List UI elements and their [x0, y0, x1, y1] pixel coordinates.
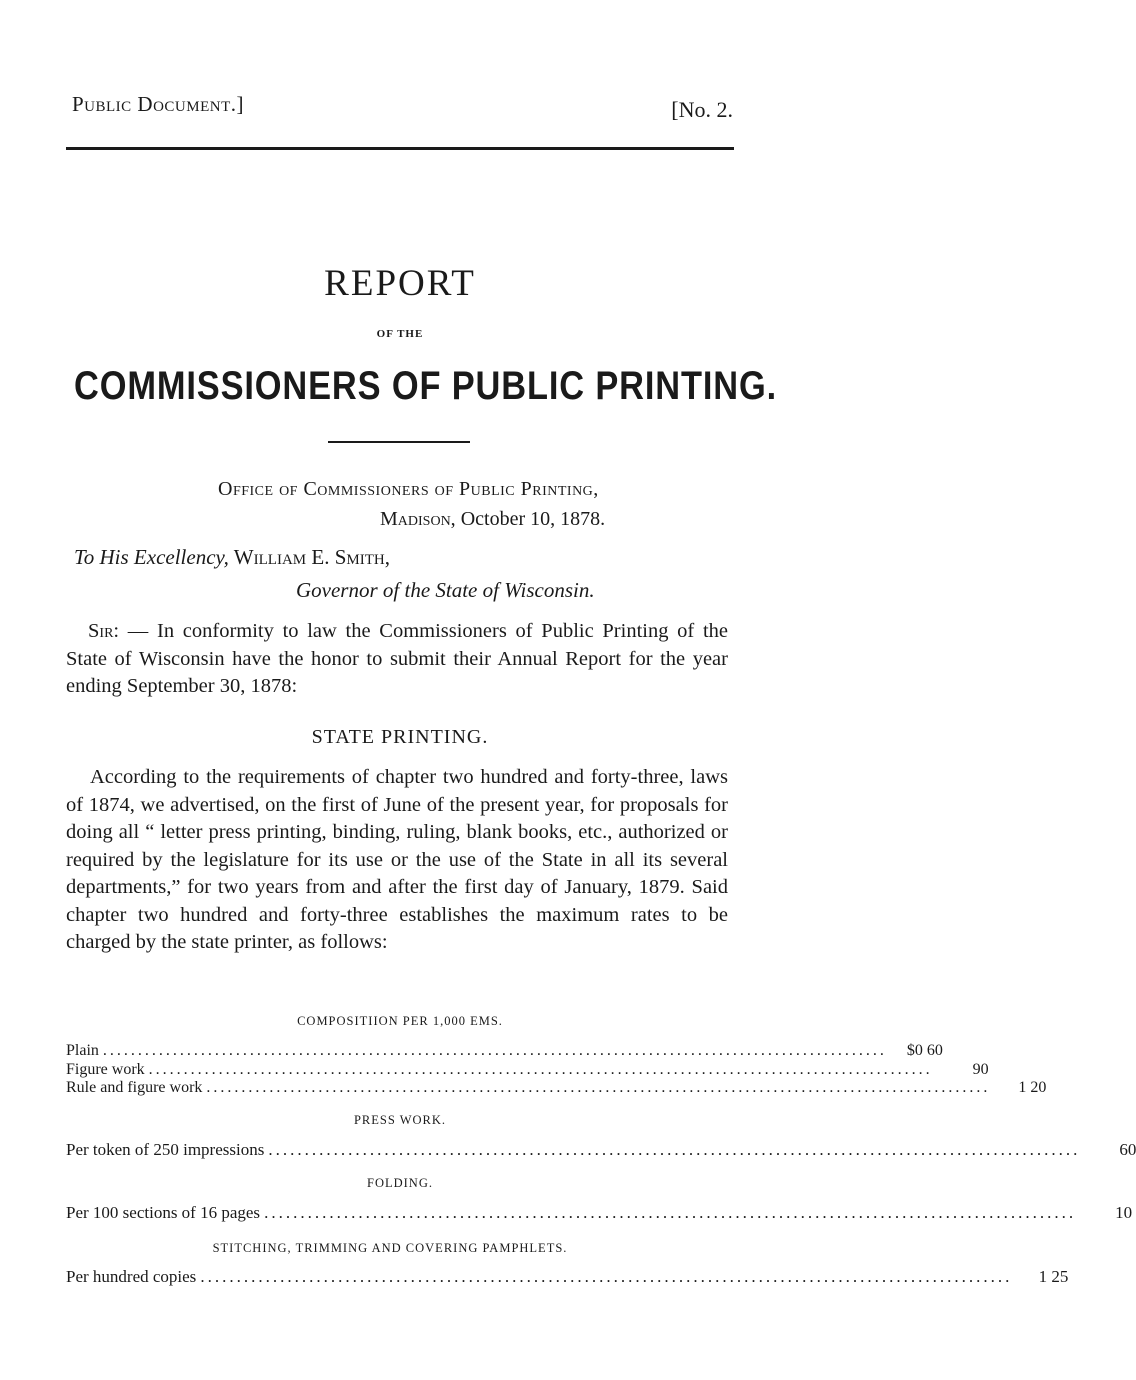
rate-row-rule-figure-work: [66, 1079, 1047, 1096]
title-divider: [328, 441, 470, 443]
leader-dots: ................................................................................................................: [268, 1140, 1081, 1159]
office-date: October 10, 1878.: [455, 508, 606, 530]
document-series-label: Public Document.]: [72, 92, 245, 116]
report-title: REPORT: [324, 263, 476, 304]
salutation-name: William E. Smith,: [228, 545, 390, 569]
report-main-title: COMMISSIONERS OF PUBLIC PRINTING.: [74, 364, 778, 408]
rate-label: Rule and figure work: [66, 1079, 203, 1096]
rate-label: Per hundred copies: [66, 1267, 197, 1286]
folding-heading: FOLDING.: [367, 1176, 433, 1190]
salutation-line: [74, 545, 390, 570]
salutation-address: To His Excellency,: [74, 545, 229, 569]
salutation-role: Governor of the State of Wisconsin.: [296, 578, 595, 602]
rate-row-figure-work: [66, 1061, 989, 1078]
rate-value: 10: [1115, 1203, 1133, 1222]
rate-value: 90: [972, 1061, 989, 1078]
press-work-heading: PRESS WORK.: [353, 1113, 447, 1127]
rate-value: 1 20: [1018, 1079, 1047, 1096]
document-number: [No. 2.: [671, 97, 733, 122]
intro-text: — In conformity to law the Commissioners of Public Printing of the State of Wisconsin have the honor to submit their Annual Report for the year ending September 30, 1878:: [66, 620, 728, 697]
leader-dots: ................................................................................................................: [264, 1203, 1077, 1222]
leader-dots: ................................................................................................................: [102, 1042, 887, 1059]
rate-row-press-work: [66, 1140, 1136, 1160]
body-paragraph: According to the requirements of chapter two hundred and forty-three, laws of 1874, we advertised, on the first of June of the present year, for proposals for doing all “ letter press printing, binding, ruling, blank books, etc., authorized or required by the legislature for its use or the use of the State in all its several departments,” for two years from and after the first day of January, 1879. Said chapter two hundred and forty-three establishes the maximum rates to be charged by the state printer, as follows:: [66, 766, 728, 953]
office-place: Madison,: [380, 508, 456, 530]
header-divider: [66, 147, 734, 150]
leader-dots: ................................................................................................................: [148, 1061, 933, 1078]
office-place-date: [380, 508, 605, 531]
rate-label: Figure work: [66, 1061, 145, 1078]
section-heading: STATE PRINTING.: [311, 726, 489, 748]
rate-value: 60: [1119, 1140, 1136, 1159]
rate-row-folding: [66, 1203, 1133, 1223]
rate-row-plain: [66, 1042, 943, 1059]
office-heading: Office of Commissioners of Public Printing,: [218, 478, 599, 500]
intro-sir: Sir:: [88, 620, 120, 642]
leader-dots: ................................................................................................................: [206, 1079, 991, 1096]
rate-label: Plain: [66, 1042, 99, 1059]
composition-heading: COMPOSITIION PER 1,000 EMS.: [297, 1014, 503, 1028]
intro-paragraph: [66, 618, 728, 701]
rate-label: Per token of 250 impressions: [66, 1140, 265, 1159]
report-subtitle-connector: OF THE: [376, 328, 424, 340]
stitching-heading: STITCHING, TRIMMING AND COVERING PAMPHLETS.: [212, 1241, 568, 1255]
leader-dots: ................................................................................................................: [200, 1267, 1013, 1286]
rate-row-stitching: [66, 1267, 1069, 1287]
rate-value: 1 25: [1038, 1267, 1069, 1286]
rate-label: Per 100 sections of 16 pages: [66, 1203, 261, 1222]
rate-value: $0 60: [906, 1042, 943, 1059]
